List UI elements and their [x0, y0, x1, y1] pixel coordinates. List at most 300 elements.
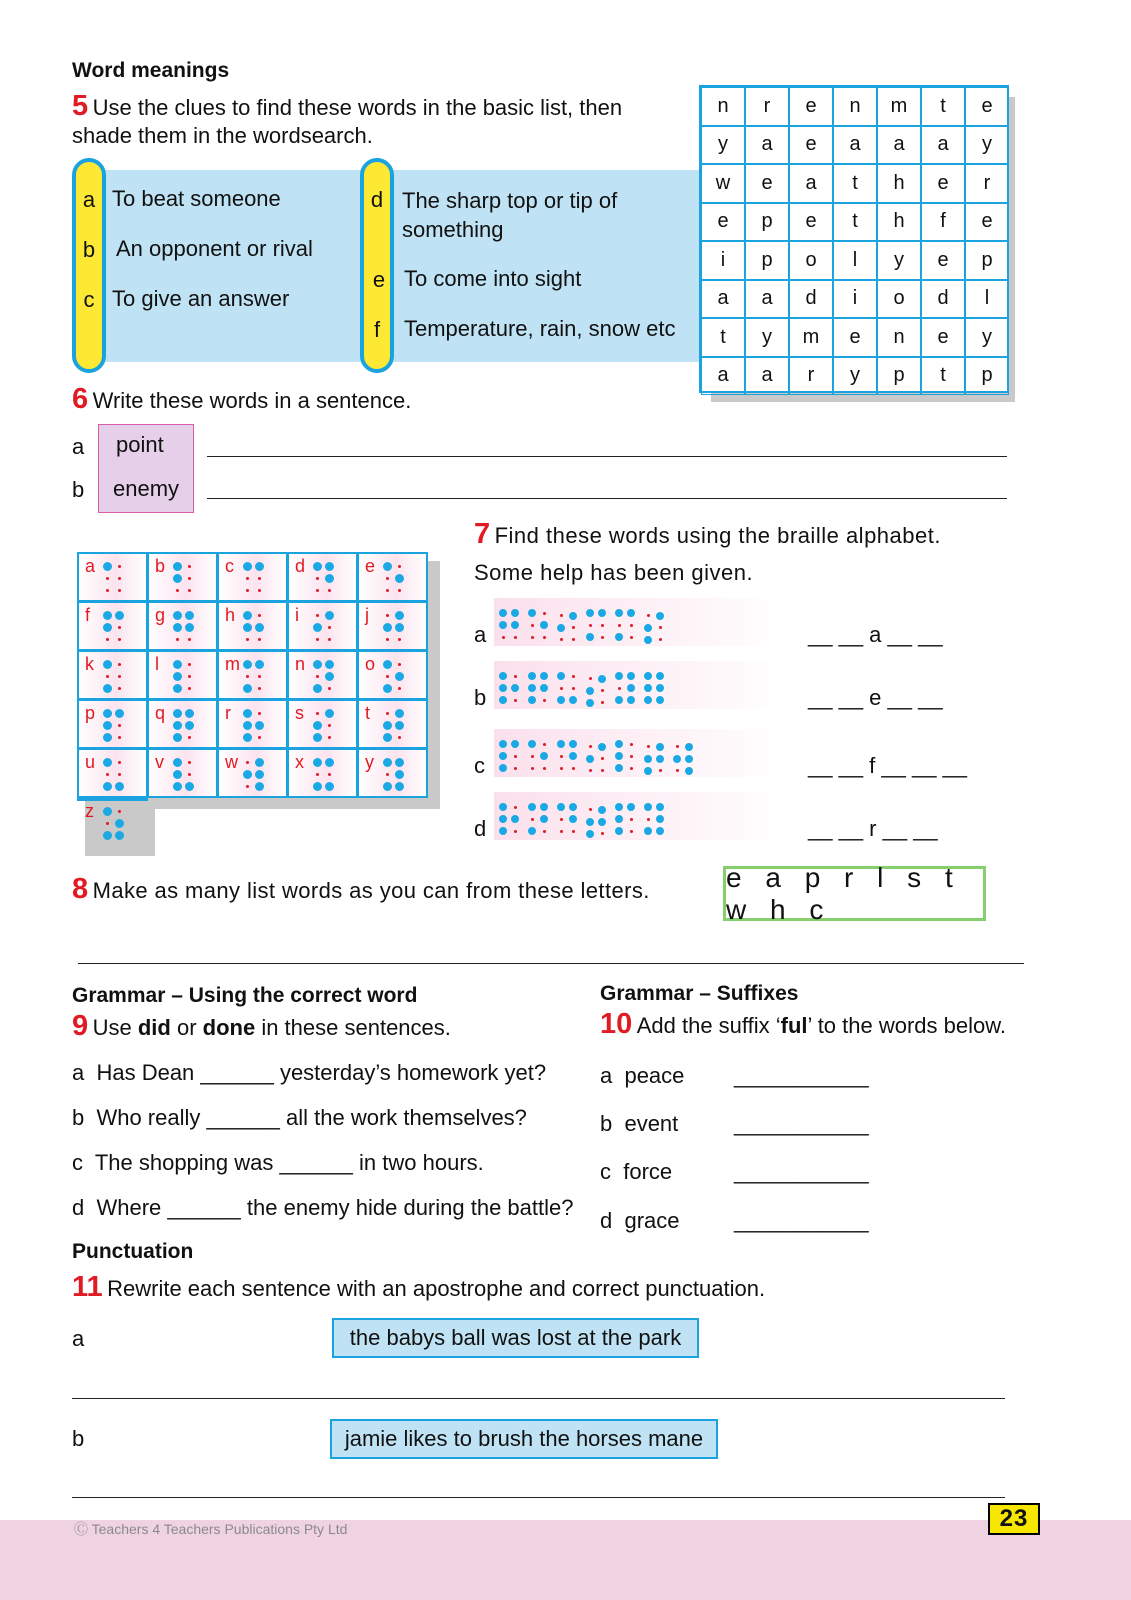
braille-dot-flat [188, 565, 191, 568]
wordsearch-cell[interactable]: t [833, 164, 877, 203]
blank[interactable]: ______ [206, 1105, 280, 1130]
wordsearch-cell[interactable]: t [921, 357, 965, 396]
braille-dot-flat [328, 687, 331, 690]
braille-letter-u [77, 748, 148, 798]
braille-dot-flat [601, 636, 604, 639]
braille-dot-slot [498, 763, 508, 773]
braille-dot-raised [673, 755, 681, 763]
braille-dot-slot [585, 632, 595, 642]
braille-letter-label: l [155, 654, 159, 674]
braille-dot-raised [313, 684, 322, 693]
braille-dot-slot [643, 695, 653, 705]
question-number: 6 [72, 383, 89, 415]
braille-dot-raised [383, 684, 392, 693]
braille-word [494, 729, 784, 777]
braille-dot-slot [183, 756, 195, 768]
braille-letter-label: c [225, 556, 234, 576]
wordsearch-cell[interactable]: y [701, 126, 745, 165]
wordsearch-cell[interactable]: a [745, 280, 789, 319]
wordsearch-cell[interactable]: e [745, 164, 789, 203]
braille-dot-slot [101, 719, 113, 731]
braille-dot-slot [171, 719, 183, 731]
braille-dot-raised [173, 562, 182, 571]
wordsearch-cell[interactable]: p [877, 357, 921, 396]
braille-letter-label: m [225, 654, 240, 674]
braille-dot-flat [316, 675, 319, 678]
answer-hint[interactable]: __ __ e __ __ [808, 685, 943, 710]
question-instruction: Make as many list words as you can from these letters. [92, 878, 650, 903]
braille-dot-slot [626, 814, 636, 824]
braille-dot-slot [556, 802, 566, 812]
braille-dot-flat [630, 818, 633, 821]
blank[interactable]: ______ [167, 1195, 241, 1220]
braille-dot-slot [585, 674, 595, 684]
braille-dot-slot [655, 754, 665, 764]
braille-dot-slot [323, 731, 335, 743]
braille-dot-slot [101, 670, 113, 682]
wordsearch-cell[interactable]: o [877, 280, 921, 319]
wordsearch-cell[interactable]: t [701, 318, 745, 357]
braille-dot-raised [173, 782, 182, 791]
braille-dot-flat [106, 675, 109, 678]
braille-dot-slot [183, 670, 195, 682]
braille-dot-slot [241, 621, 253, 633]
braille-cell [101, 756, 125, 792]
braille-dot-slot [381, 682, 393, 694]
braille-dot-flat [659, 769, 662, 772]
wordsearch-cell[interactable]: n [701, 87, 745, 126]
braille-dot-slot [311, 756, 323, 768]
braille-dot-flat [188, 675, 191, 678]
braille-dot-flat [572, 687, 575, 690]
braille-dot-raised [173, 672, 182, 681]
sentence-item [72, 1150, 484, 1176]
question-instruction: Write these words in a sentence. [92, 388, 412, 413]
braille-dot-raised [325, 611, 334, 620]
braille-dot-flat [386, 675, 389, 678]
braille-cell [171, 658, 195, 694]
braille-dot-slot [556, 826, 566, 836]
braille-dot-slot [527, 620, 537, 630]
braille-dot-raised [383, 721, 392, 730]
item-letter: b [72, 477, 85, 502]
braille-dot-slot [614, 632, 624, 642]
braille-dot-flat [316, 712, 319, 715]
wordsearch-cell[interactable]: f [921, 203, 965, 242]
wordsearch-cell[interactable]: h [877, 164, 921, 203]
braille-dot-slot [568, 695, 578, 705]
braille-dot-slot [101, 658, 113, 670]
braille-letter-o [357, 650, 428, 700]
braille-dot-slot [614, 802, 624, 812]
wordsearch-cell[interactable]: a [877, 126, 921, 165]
braille-dot-slot [171, 572, 183, 584]
braille-dot-flat [258, 577, 261, 580]
braille-dot-flat [118, 736, 121, 739]
braille-dot-raised [173, 709, 182, 718]
braille-dot-slot [113, 560, 125, 572]
braille-letter-r [217, 699, 288, 749]
braille-dot-flat [106, 638, 109, 641]
clue-text-line: The sharp top or tip of [402, 188, 618, 213]
braille-dot-flat [188, 761, 191, 764]
braille-dot-slot [643, 802, 653, 812]
page-number: 23 [988, 1503, 1040, 1535]
item-letter: b [474, 685, 487, 710]
braille-dot-slot [556, 763, 566, 773]
braille-dot-slot [614, 620, 624, 630]
wordsearch-cell[interactable]: e [921, 241, 965, 280]
blank[interactable]: ______ [279, 1150, 353, 1175]
wordsearch-cell[interactable]: o [789, 241, 833, 280]
braille-dot-slot [556, 739, 566, 749]
braille-dot-flat [188, 589, 191, 592]
wordsearch-cell[interactable]: n [833, 87, 877, 126]
braille-dot-slot [568, 611, 578, 621]
braille-dot-slot [655, 814, 665, 824]
wordsearch-cell[interactable]: d [789, 280, 833, 319]
wordsearch-cell[interactable]: y [745, 318, 789, 357]
braille-dot-slot [101, 682, 113, 694]
braille-dot-flat [188, 663, 191, 666]
question-5 [72, 90, 682, 149]
braille-dot-slot [510, 671, 520, 681]
braille-dot-slot [241, 768, 253, 780]
braille-cell [311, 756, 335, 792]
item-letter: a [474, 622, 487, 647]
braille-dot-flat [398, 565, 401, 568]
braille-dot-slot [539, 683, 549, 693]
wordsearch-cell[interactable]: r [745, 87, 789, 126]
braille-dot-slot [643, 635, 653, 645]
braille-dot-slot [585, 805, 595, 815]
answer-line[interactable] [72, 1398, 1005, 1399]
braille-dot-raised [255, 660, 264, 669]
braille-dot-slot [113, 768, 125, 780]
braille-dot-raised [325, 562, 334, 571]
braille-dot-slot [311, 707, 323, 719]
braille-dot-slot [585, 817, 595, 827]
wordsearch-cell[interactable]: e [921, 164, 965, 203]
braille-dot-slot [253, 768, 265, 780]
wordsearch-cell[interactable]: r [789, 357, 833, 396]
braille-dot-raised [615, 740, 623, 748]
answer-line[interactable] [78, 963, 1024, 964]
braille-dot-slot [655, 611, 665, 621]
braille-dot-slot [183, 584, 195, 596]
braille-dot-flat [531, 636, 534, 639]
braille-dot-slot [655, 826, 665, 836]
braille-dot-flat [618, 687, 621, 690]
braille-dot-slot [393, 609, 405, 621]
blank[interactable]: ___________ [734, 1111, 869, 1136]
braille-dot-slot [183, 780, 195, 792]
braille-dot-slot [614, 814, 624, 824]
wordsearch-cell[interactable]: i [833, 280, 877, 319]
braille-dot-raised [103, 807, 112, 816]
braille-cell [643, 802, 667, 838]
wordsearch-cell[interactable]: n [877, 318, 921, 357]
braille-dot-flat [386, 577, 389, 580]
braille-dot-slot [498, 739, 508, 749]
blank[interactable]: ___________ [734, 1159, 869, 1184]
answer-line[interactable] [207, 456, 1007, 457]
blank[interactable]: ______ [200, 1060, 274, 1085]
braille-dot-raised [313, 782, 322, 791]
braille-dot-slot [527, 802, 537, 812]
braille-letter-label: w [225, 752, 238, 772]
braille-dot-flat [188, 773, 191, 776]
braille-dot-slot [655, 802, 665, 812]
wordsearch-cell[interactable]: e [965, 203, 1009, 242]
braille-dot-slot [393, 670, 405, 682]
braille-dot-slot [527, 814, 537, 824]
braille-dot-raised [685, 755, 693, 763]
braille-dot-slot [311, 768, 323, 780]
answer-line[interactable] [72, 1497, 1005, 1498]
braille-dot-slot [241, 731, 253, 743]
braille-dot-raised [255, 770, 264, 779]
braille-dot-flat [589, 769, 592, 772]
braille-dot-slot [655, 623, 665, 633]
braille-dot-slot [241, 780, 253, 792]
wordsearch-cell[interactable]: y [965, 318, 1009, 357]
braille-dot-slot [393, 756, 405, 768]
wordsearch-cell[interactable]: a [701, 357, 745, 396]
braille-dot-slot [498, 814, 508, 824]
wordsearch-cell[interactable]: a [745, 126, 789, 165]
braille-dot-flat [316, 577, 319, 580]
question-instruction: Use the clues to find these words in the basic list, then [92, 95, 623, 120]
question-instruction: Find these words using the braille alphabet. [494, 523, 941, 548]
braille-dot-slot [585, 686, 595, 696]
braille-dot-raised [656, 755, 664, 763]
wordsearch-cell[interactable]: e [965, 87, 1009, 126]
braille-dot-slot [597, 632, 607, 642]
braille-dot-flat [176, 638, 179, 641]
wordsearch-cell[interactable]: h [877, 203, 921, 242]
blank[interactable]: ___________ [734, 1208, 869, 1233]
braille-dot-raised [499, 684, 507, 692]
braille-dot-slot [393, 658, 405, 670]
item-letter: a [72, 434, 85, 459]
braille-dot-raised [569, 696, 577, 704]
braille-dot-raised [615, 752, 623, 760]
answer-line[interactable] [207, 498, 1007, 499]
braille-dot-slot [643, 623, 653, 633]
wordsearch-cell[interactable]: p [745, 203, 789, 242]
braille-letter-label: h [225, 605, 236, 625]
grammar-word-heading: Grammar – Using the correct word [72, 984, 418, 1007]
braille-dot-flat [589, 677, 592, 680]
word-enemy: enemy [113, 476, 180, 501]
braille-dot-raised [499, 803, 507, 811]
braille-dot-flat [398, 687, 401, 690]
question-number: 5 [72, 90, 89, 122]
braille-dot-slot [585, 620, 595, 630]
wordsearch-cell[interactable]: l [965, 280, 1009, 319]
wordsearch-cell[interactable]: a [789, 164, 833, 203]
braille-dot-raised [656, 684, 664, 692]
braille-dot-raised [173, 574, 182, 583]
braille-dot-raised [383, 562, 392, 571]
braille-dot-slot [101, 817, 113, 829]
braille-dot-slot [381, 633, 393, 645]
item-letter: c [474, 753, 485, 778]
braille-dot-slot [597, 754, 607, 764]
braille-dot-slot [556, 814, 566, 824]
braille-dot-slot [556, 635, 566, 645]
braille-dot-flat [531, 755, 534, 758]
wordsearch-cell[interactable]: a [701, 280, 745, 319]
braille-dot-slot [568, 739, 578, 749]
braille-dot-slot [101, 584, 113, 596]
wordsearch-cell[interactable]: p [745, 241, 789, 280]
braille-dot-flat [514, 806, 517, 809]
braille-dot-slot [381, 621, 393, 633]
braille-dot-slot [113, 805, 125, 817]
braille-dot-raised [103, 831, 112, 840]
braille-dot-slot [113, 731, 125, 743]
question-instruction-cont: shade them in the wordsearch. [72, 123, 373, 148]
wordsearch-cell[interactable]: a [833, 126, 877, 165]
braille-dot-raised [557, 740, 565, 748]
braille-dot-raised [586, 633, 594, 641]
braille-dot-slot [311, 560, 323, 572]
wordsearch-cell[interactable]: t [921, 87, 965, 126]
wordsearch-cell[interactable]: m [789, 318, 833, 357]
wordsearch-cell[interactable]: t [833, 203, 877, 242]
braille-dot-slot [113, 633, 125, 645]
braille-dot-slot [643, 671, 653, 681]
wordsearch-cell[interactable]: a [921, 126, 965, 165]
braille-dot-raised [511, 684, 519, 692]
braille-dot-raised [615, 764, 623, 772]
wordsearch-cell[interactable]: e [833, 318, 877, 357]
braille-cell [672, 742, 696, 778]
braille-cell [381, 707, 405, 743]
braille-dot-raised [395, 770, 404, 779]
braille-dot-flat [514, 830, 517, 833]
wordsearch-cell[interactable]: e [789, 87, 833, 126]
braille-word [494, 792, 784, 840]
braille-dot-flat [543, 743, 546, 746]
braille-dot-slot [568, 683, 578, 693]
braille-dot-slot [323, 609, 335, 621]
braille-dot-raised [255, 721, 264, 730]
braille-dot-raised [557, 624, 565, 632]
braille-dot-flat [676, 745, 679, 748]
braille-dot-raised [103, 709, 112, 718]
braille-cell [241, 707, 265, 743]
braille-dot-flat [589, 745, 592, 748]
braille-dot-raised [656, 672, 664, 680]
braille-dot-slot [643, 766, 653, 776]
wordsearch-cell[interactable]: y [965, 126, 1009, 165]
braille-dot-raised [615, 827, 623, 835]
wordsearch-cell[interactable]: e [789, 203, 833, 242]
wordsearch-cell[interactable]: e [789, 126, 833, 165]
wordsearch-cell[interactable]: p [965, 241, 1009, 280]
braille-cell [614, 739, 638, 775]
braille-dot-raised [313, 562, 322, 571]
braille-dot-slot [183, 682, 195, 694]
blank[interactable]: ___________ [734, 1063, 869, 1088]
braille-dot-flat [647, 818, 650, 821]
wordsearch-cell[interactable]: e [921, 318, 965, 357]
question-9 [72, 1010, 451, 1043]
wordsearch-cell[interactable]: y [877, 241, 921, 280]
wordsearch-cell[interactable]: r [965, 164, 1009, 203]
braille-dot-raised [557, 803, 565, 811]
braille-cell [241, 609, 265, 645]
wordsearch-cell[interactable]: w [701, 164, 745, 203]
clue-letter: d [370, 187, 384, 212]
braille-dot-flat [601, 769, 604, 772]
wordsearch-cell[interactable]: d [921, 280, 965, 319]
braille-letter-t [357, 699, 428, 749]
braille-dot-slot [614, 763, 624, 773]
braille-dot-raised [627, 696, 635, 704]
braille-dot-raised [540, 672, 548, 680]
braille-dot-slot [113, 682, 125, 694]
wordsearch-cell[interactable]: l [833, 241, 877, 280]
braille-cell [101, 707, 125, 743]
braille-dot-slot [101, 805, 113, 817]
braille-dot-raised [569, 612, 577, 620]
braille-dot-flat [328, 638, 331, 641]
braille-dot-slot [183, 719, 195, 731]
braille-dot-raised [383, 660, 392, 669]
braille-cell [643, 611, 667, 647]
wordsearch-cell[interactable]: m [877, 87, 921, 126]
wordsearch-cell[interactable]: i [701, 241, 745, 280]
braille-dot-raised [685, 743, 693, 751]
braille-cell [614, 671, 638, 707]
instruction-part: Use [92, 1015, 138, 1040]
wordsearch-cell[interactable]: y [833, 357, 877, 396]
braille-dot-slot [101, 633, 113, 645]
braille-word [494, 598, 784, 646]
braille-dot-slot [183, 658, 195, 670]
braille-dot-slot [171, 756, 183, 768]
braille-dot-raised [656, 696, 664, 704]
braille-dot-raised [395, 721, 404, 730]
braille-dot-flat [118, 687, 121, 690]
braille-dot-slot [643, 754, 653, 764]
braille-dot-raised [499, 827, 507, 835]
braille-dot-slot [393, 633, 405, 645]
braille-dot-slot [323, 756, 335, 768]
wordsearch-cell[interactable]: a [745, 357, 789, 396]
braille-dot-slot [597, 742, 607, 752]
braille-dot-slot [527, 826, 537, 836]
braille-dot-slot [183, 609, 195, 621]
braille-dot-flat [246, 761, 249, 764]
braille-dot-raised [528, 827, 536, 835]
answer-hint[interactable]: __ __ f __ __ __ [808, 753, 968, 778]
braille-dot-flat [328, 724, 331, 727]
braille-dot-raised [499, 740, 507, 748]
braille-dot-raised [511, 609, 519, 617]
wordsearch-cell[interactable]: p [965, 357, 1009, 396]
wordsearch-cell[interactable]: e [701, 203, 745, 242]
braille-dot-slot [498, 632, 508, 642]
answer-hint[interactable]: __ __ r __ __ [808, 816, 938, 841]
braille-dot-slot [113, 756, 125, 768]
clue-text: An opponent or rival [116, 236, 313, 261]
answer-hint[interactable]: __ __ a __ __ [808, 622, 943, 647]
